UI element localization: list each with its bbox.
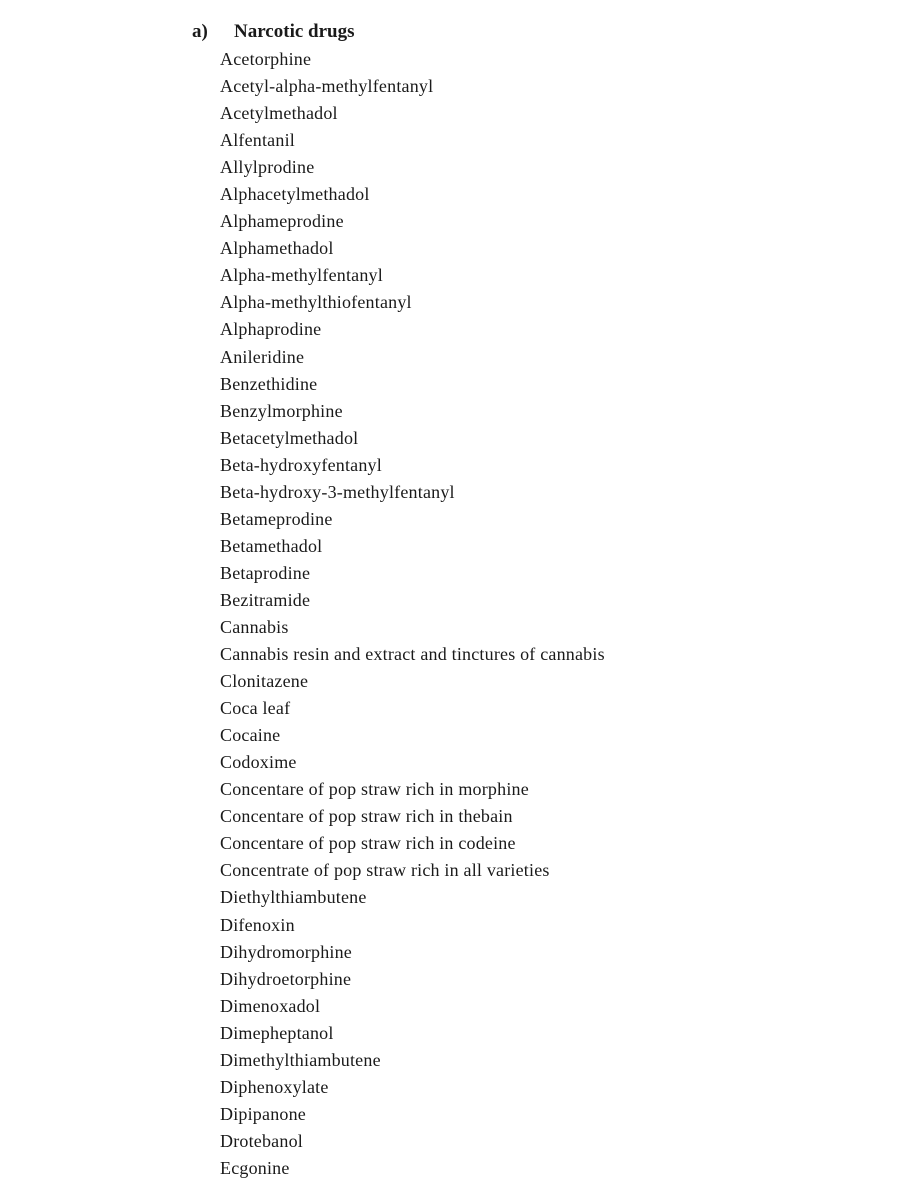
drug-list-item: Cannabis resin and extract and tinctures of cannabis	[220, 644, 605, 665]
drug-list-item: Difenoxin	[220, 914, 295, 935]
drug-list-item: Dipipanone	[220, 1103, 306, 1124]
drug-list-item: Bezitramide	[220, 589, 311, 610]
drug-list-item: Alphamethadol	[220, 238, 334, 259]
drug-list-item: Alpha-methylfentanyl	[220, 265, 383, 286]
drug-list-item: Codoxime	[220, 752, 297, 773]
section-title: Narcotic drugs	[234, 21, 355, 42]
drug-list-item: Betaprodine	[220, 562, 311, 583]
drug-list-item: Dihydromorphine	[220, 941, 352, 962]
drug-list-item: Cannabis	[220, 616, 289, 637]
drug-list-item: Dimethylthiambutene	[220, 1049, 381, 1070]
drug-list-item: Diphenoxylate	[220, 1076, 329, 1097]
section-marker: a)	[192, 21, 208, 42]
drug-list-item: Alfentanil	[220, 130, 295, 151]
drug-list-item: Concentare of pop straw rich in morphine	[220, 779, 529, 800]
drug-list-item: Dihydroetorphine	[220, 968, 352, 989]
drug-list-item: Benzylmorphine	[220, 400, 343, 421]
drug-list-item: Betamethadol	[220, 535, 323, 556]
drug-list-item: Concentare of pop straw rich in thebain	[220, 806, 513, 827]
drug-list-item: Cocaine	[220, 725, 281, 746]
drug-list-item: Allylprodine	[220, 157, 315, 178]
section-heading	[192, 20, 355, 44]
narcotic-drug-list	[220, 46, 605, 1182]
drug-list-item: Ecgonine	[220, 1157, 290, 1178]
drug-list-item: Concentare of pop straw rich in codeine	[220, 833, 516, 854]
drug-list-item: Benzethidine	[220, 373, 318, 394]
drug-list-item: Concentrate of pop straw rich in all varieties	[220, 860, 550, 881]
drug-list-item: Dimepheptanol	[220, 1022, 334, 1043]
drug-list-item: Acetyl-alpha-methylfentanyl	[220, 76, 434, 97]
drug-list-item: Clonitazene	[220, 671, 309, 692]
drug-list-item: Alphaprodine	[220, 319, 322, 340]
drug-list-item: Anileridine	[220, 346, 305, 367]
drug-list-item: Beta-hydroxy-3-methylfentanyl	[220, 481, 455, 502]
drug-list-item: Beta-hydroxyfentanyl	[220, 454, 382, 475]
drug-list-item: Alphacetylmethadol	[220, 184, 370, 205]
drug-list-item: Coca leaf	[220, 698, 291, 719]
drug-list-item: Alphameprodine	[220, 211, 344, 232]
drug-list-item: Betameprodine	[220, 508, 333, 529]
drug-list-item: Diethylthiambutene	[220, 887, 367, 908]
drug-list-item: Drotebanol	[220, 1130, 303, 1151]
drug-list-item: Betacetylmethadol	[220, 427, 359, 448]
drug-list-item: Acetorphine	[220, 49, 312, 69]
drug-list-item: Alpha-methylthiofentanyl	[220, 292, 412, 313]
drug-list-item: Dimenoxadol	[220, 995, 321, 1016]
drug-list-item: Acetylmethadol	[220, 103, 338, 124]
